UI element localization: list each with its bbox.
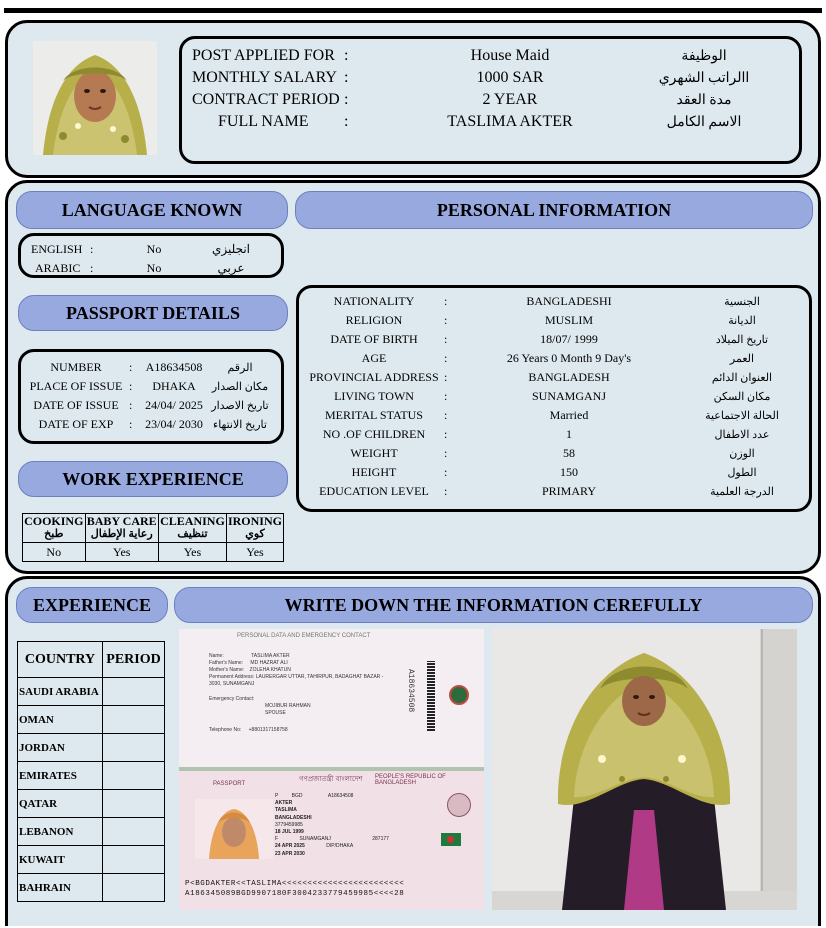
passport-colon: : [129,397,133,412]
applicant-photo [33,41,157,155]
work-column-header [158,514,226,543]
header-row [182,67,799,89]
language-row [21,240,281,258]
header-section [5,20,821,178]
personal-information-title: PERSONAL INFORMATION [295,191,813,229]
scan-emblem-icon [447,793,471,817]
passport-value: A18634508 [145,359,203,374]
header-row-label: MONTHLY SALARY [192,69,337,86]
work-value: Yes [226,543,283,562]
personal-colon: : [444,350,448,365]
personal-label: NATIONALITY [333,293,415,308]
passport-row [21,396,281,414]
scan-mother-value: ZOLEHA KHATUN [249,667,291,673]
passport-arabic: الرقم [227,361,253,374]
middle-section [5,180,821,574]
country-column-header: COUNTRY [18,642,103,678]
personal-row [299,482,809,500]
header-row-label: FULL NAME [218,113,309,130]
personal-label: DATE OF BIRTH [330,331,418,346]
language-colon: : [90,260,94,275]
passport-label: PLACE OF ISSUE [29,378,123,393]
work-column-header [226,514,283,543]
header-row-colon: : [344,69,349,86]
full-body-photo [492,629,797,910]
country-period [103,846,165,874]
country-name: LEBANON [18,818,103,846]
work-value: Yes [85,543,158,562]
personal-arabic: مكان السكن [713,390,771,403]
header-row [182,111,799,133]
passport-box [18,349,284,444]
scan-name-label: Name: [209,653,224,659]
country-row [18,790,165,818]
info-banner: WRITE DOWN THE INFORMATION CEREFULLY [174,587,813,623]
scan-mrz-line-2: A186345089BGD9907180F3004233779459985<<<<28 [185,890,405,898]
scan-birthplace: SUNAMGANJ [299,836,331,843]
language-arabic: انجليزي [211,241,251,256]
scan-vertical-number: A18634508 [406,669,415,713]
scan-passport-word: PASSPORT [213,781,246,787]
scan-authority: DIP/DHAKA [326,843,354,850]
header-row-value: 1000 SAR [476,69,544,86]
personal-value: Married [549,407,589,422]
scan-emergency-value: MOJIBUR RAHMAN [265,703,311,709]
country-name: JORDAN [18,734,103,762]
scan-mrz-line-1: P<BGDAKTER<<TASLIMA<<<<<<<<<<<<<<<<<<<<<<<< [185,880,405,888]
scan-republic-en: PEOPLE'S REPUBLIC OF BANGLADESH [375,774,446,786]
country-row [18,762,165,790]
header-row-value: 2 YEAR [482,91,538,108]
passport-row [21,377,281,395]
passport-colon: : [129,378,133,393]
personal-value: MUSLIM [544,312,593,327]
header-row-arabic: مدة العقد [676,92,732,108]
personal-value: 150 [560,464,578,479]
work-experience-title: WORK EXPERIENCE [18,461,288,497]
scan-republic-bn: গণপ্রজাতন্ত্রী বাংলাদেশ [299,775,363,783]
country-name: OMAN [18,706,103,734]
work-column-header [85,514,158,543]
country-name: KUWAIT [18,846,103,874]
personal-colon: : [444,464,448,479]
country-row [18,846,165,874]
language-known-title: LANGUAGE KNOWN [16,191,288,229]
personal-label: MERITAL STATUS [325,407,423,422]
passport-value: 24/04/ 2025 [145,397,203,412]
passport-value: 23/04/ 2030 [145,416,203,431]
language-colon: : [90,241,94,256]
work-column-arabic: رعاية الإطفال [90,528,153,540]
scan-prev-pass: 287177 [372,836,389,843]
country-row [18,706,165,734]
passport-row [21,415,281,433]
personal-arabic: الدرجة العلمية [710,485,774,498]
passport-row [21,358,281,376]
work-value: No [23,543,86,562]
passport-arabic: تاريخ الاصدار [211,399,269,412]
work-column-arabic: طبخ [44,528,64,540]
country-period [103,762,165,790]
work-column-english: IRONING [227,514,282,528]
country-row [18,874,165,902]
post-details-box [179,36,802,164]
scan-barcode [427,661,435,731]
scan-mother-label: Mother's Name: [209,667,245,673]
personal-label: AGE [361,350,387,365]
scan-face-photo [195,799,273,859]
personal-value: BANGLADESH [528,369,610,384]
work-column-english: COOKING [24,514,84,528]
passport-details-title: PASSPORT DETAILS [18,295,288,331]
header-row [182,89,799,111]
personal-arabic: الحالة الاجتماعية [705,409,779,422]
header-row-label: POST APPLIED FOR [192,47,335,64]
country-period [103,790,165,818]
work-value: Yes [158,543,226,562]
header-row-arabic: الاسم الكامل [666,114,742,130]
language-label: ARABIC [35,260,81,275]
work-column-arabic: كوي [245,528,265,540]
scan-personal-no: 3779459985 [275,821,303,828]
country-row [18,678,165,706]
personal-colon: : [444,293,448,308]
personal-value: PRIMARY [541,483,597,498]
header-row-colon: : [344,47,349,64]
scan-telephone-value: +8801317158758 [248,727,288,733]
scan-telephone-label: Telephone No: [209,727,242,733]
personal-row [299,387,809,405]
personal-colon: : [444,426,448,441]
language-box [18,233,284,278]
personal-value: SUNAMGANJ [531,388,606,403]
scan-expiry: 23 APR 2030 [275,850,305,857]
personal-info-box [296,285,812,512]
passport-colon: : [129,359,133,374]
language-row [21,259,281,277]
personal-value: BANGLADESHI [526,293,612,308]
personal-colon: : [444,407,448,422]
personal-row [299,368,809,386]
personal-arabic: الجنسية [724,295,760,308]
passport-arabic: تاريخ الانتهاء [213,418,267,431]
language-value: No [146,260,162,275]
header-row-arabic: االراتب الشهري [658,70,750,86]
language-arabic: عربي [217,260,245,275]
passport-arabic: مكان الصدار [211,380,269,393]
passport-colon: : [129,416,133,431]
header-row-colon: : [344,91,349,108]
passport-label: DATE OF EXP [38,416,114,431]
header-row-colon: : [344,113,349,130]
personal-label: NO .OF CHILDREN [322,426,426,441]
passport-scan-image [179,629,484,910]
personal-value: 26 Years 0 Month 9 Day's [506,350,632,365]
personal-arabic: الديانة [728,314,756,327]
country-experience-table [17,641,165,902]
header-row-label: CONTRACT PERIOD [192,91,340,108]
personal-arabic: الطول [727,466,757,479]
country-row [18,818,165,846]
header-row-value: TASLIMA AKTER [447,113,573,130]
work-column-english: BABY CARE [86,514,157,528]
work-column-header [23,514,86,543]
work-column-english: CLEANING [160,514,225,528]
personal-row [299,292,809,310]
scan-issue: 24 APR 2025 [275,843,305,850]
scan-emergency-label: Emergency Contact: [209,696,255,702]
passport-data-heading: PERSONAL DATA AND EMERGENCY CONTACT [237,633,371,639]
scan-father-value: MD HAZRAT ALI [250,660,288,666]
scan-dob: 18 JUL 1999 [275,829,304,836]
experience-title: EXPERIENCE [16,587,168,623]
scan-code: BGD [291,793,303,799]
personal-row [299,406,809,424]
personal-arabic: العمر [729,352,755,365]
country-period [103,818,165,846]
language-label: ENGLISH [31,241,83,256]
country-period [103,706,165,734]
period-column-header: PERIOD [103,642,165,678]
personal-colon: : [444,331,448,346]
personal-value: 18/07/ 1999 [540,331,598,346]
header-row [182,45,799,67]
personal-row [299,444,809,462]
passport-label: DATE OF ISSUE [33,397,119,412]
personal-arabic: عدد الاطفال [714,428,770,441]
personal-colon: : [444,312,448,327]
country-name: EMIRATES [18,762,103,790]
country-period [103,874,165,902]
personal-arabic: الوزن [729,447,755,460]
personal-label: PROVINCIAL ADDRESS [309,369,439,384]
personal-colon: : [444,483,448,498]
personal-row [299,463,809,481]
scan-name-value: TASLIMA AKTER [251,653,290,659]
scan-type: P [275,793,279,799]
personal-label: HEIGHT [351,464,397,479]
personal-value: 1 [566,426,572,441]
passport-value: DHAKA [152,378,196,393]
personal-colon: : [444,388,448,403]
scan-flag-icon [441,833,461,846]
scan-given: TASLIMA [275,807,297,814]
work-column-arabic: تنظيف [177,528,208,540]
scan-address-label: Permanent Address: [209,674,255,680]
header-row-value: House Maid [470,47,550,64]
personal-colon: : [444,369,448,384]
top-rule [4,8,822,13]
work-experience-table [22,513,284,562]
country-period [103,678,165,706]
personal-row [299,425,809,443]
country-name: SAUDI ARABIA [18,678,103,706]
language-value: No [146,241,162,256]
scan-pass-no: A18634508 [327,793,354,799]
country-name: QATAR [18,790,103,818]
scan-relationship-value: SPOUSE [265,710,286,716]
personal-label: RELIGION [345,312,403,327]
personal-arabic: العنوان الدائم [711,371,773,384]
personal-row [299,330,809,348]
scan-address-value: LAURERGAR UTTAR, TAHIRPUR, BADAGHAT BAZAR - 3030, SUNAMGANJ [209,674,384,687]
personal-row [299,349,809,367]
scan-surname: AKTER [275,800,293,807]
country-period [103,734,165,762]
header-row-arabic: الوظيفة [681,48,727,64]
personal-row [299,311,809,329]
country-row [18,734,165,762]
personal-label: LIVING TOWN [334,388,414,403]
country-name: BAHRAIN [18,874,103,902]
personal-colon: : [444,445,448,460]
scan-sex: F [275,836,279,843]
personal-label: WEIGHT [350,445,398,460]
personal-value: 58 [563,445,575,460]
personal-arabic: تاريخ الميلاد [715,333,769,346]
passport-label: NUMBER [50,359,102,374]
personal-label: EDUCATION LEVEL [319,483,429,498]
bottom-section [5,576,821,926]
scan-seal-icon [449,685,469,705]
scan-father-label: Father's Name: [209,660,244,666]
scan-nationality: BANGLADESHI [275,814,312,821]
